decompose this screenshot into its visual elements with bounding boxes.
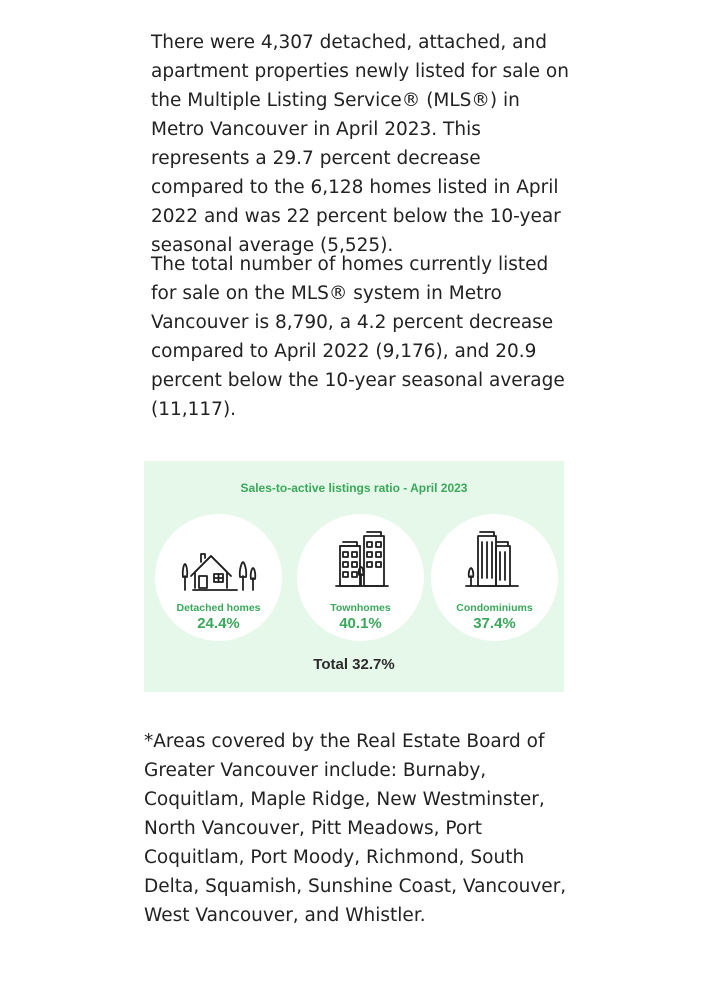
category-label: Condominiums <box>456 602 533 614</box>
category-value: 40.1% <box>339 615 382 632</box>
sales-ratio-infographic <box>144 461 564 692</box>
active-listings-paragraph: The total number of homes currently listed for sale on the MLS® system in Metro Vancouver is 8,790, a 4.2 percent decrease compared to April 2022 (9,176), and 20.9 percent below the 10-year seasonal average (11,117). <box>151 254 565 420</box>
detached-homes-card <box>155 514 282 641</box>
category-value: 24.4% <box>197 615 240 632</box>
townhouse-icon <box>326 530 396 590</box>
category-value: 37.4% <box>473 615 516 632</box>
condo-tower-icon <box>460 530 530 590</box>
total-ratio: Total 32.7% <box>313 656 395 673</box>
areas-footnote: *Areas covered by the Real Estate Board of Greater Vancouver include: Burnaby, Coquitlam, Maple Ridge, New Westminster, North Vancouver, Pitt Meadows, Port Coquitlam, Port Moody, Richmond, South Delta, Squamish, Sunshine Coast, Vancouver, West Vancouver, and Whistler. <box>144 731 567 926</box>
infographic-title: Sales-to-active listings ratio - April 2023 <box>240 481 468 495</box>
house-icon <box>179 548 259 592</box>
townhomes-card <box>297 514 424 641</box>
category-label: Townhomes <box>330 602 391 614</box>
condominiums-card <box>431 514 558 641</box>
new-listings-paragraph: There were 4,307 detached, attached, and apartment properties newly listed for sale on the Multiple Listing Service® (MLS®) in Metro Vancouver in April 2023. This represents a 29.7 percent decrease compared to the 6,128 homes listed in April 2022 and was 22 percent below the 10-year seasonal average (5,525). <box>151 32 569 256</box>
category-label: Detached homes <box>176 602 261 614</box>
